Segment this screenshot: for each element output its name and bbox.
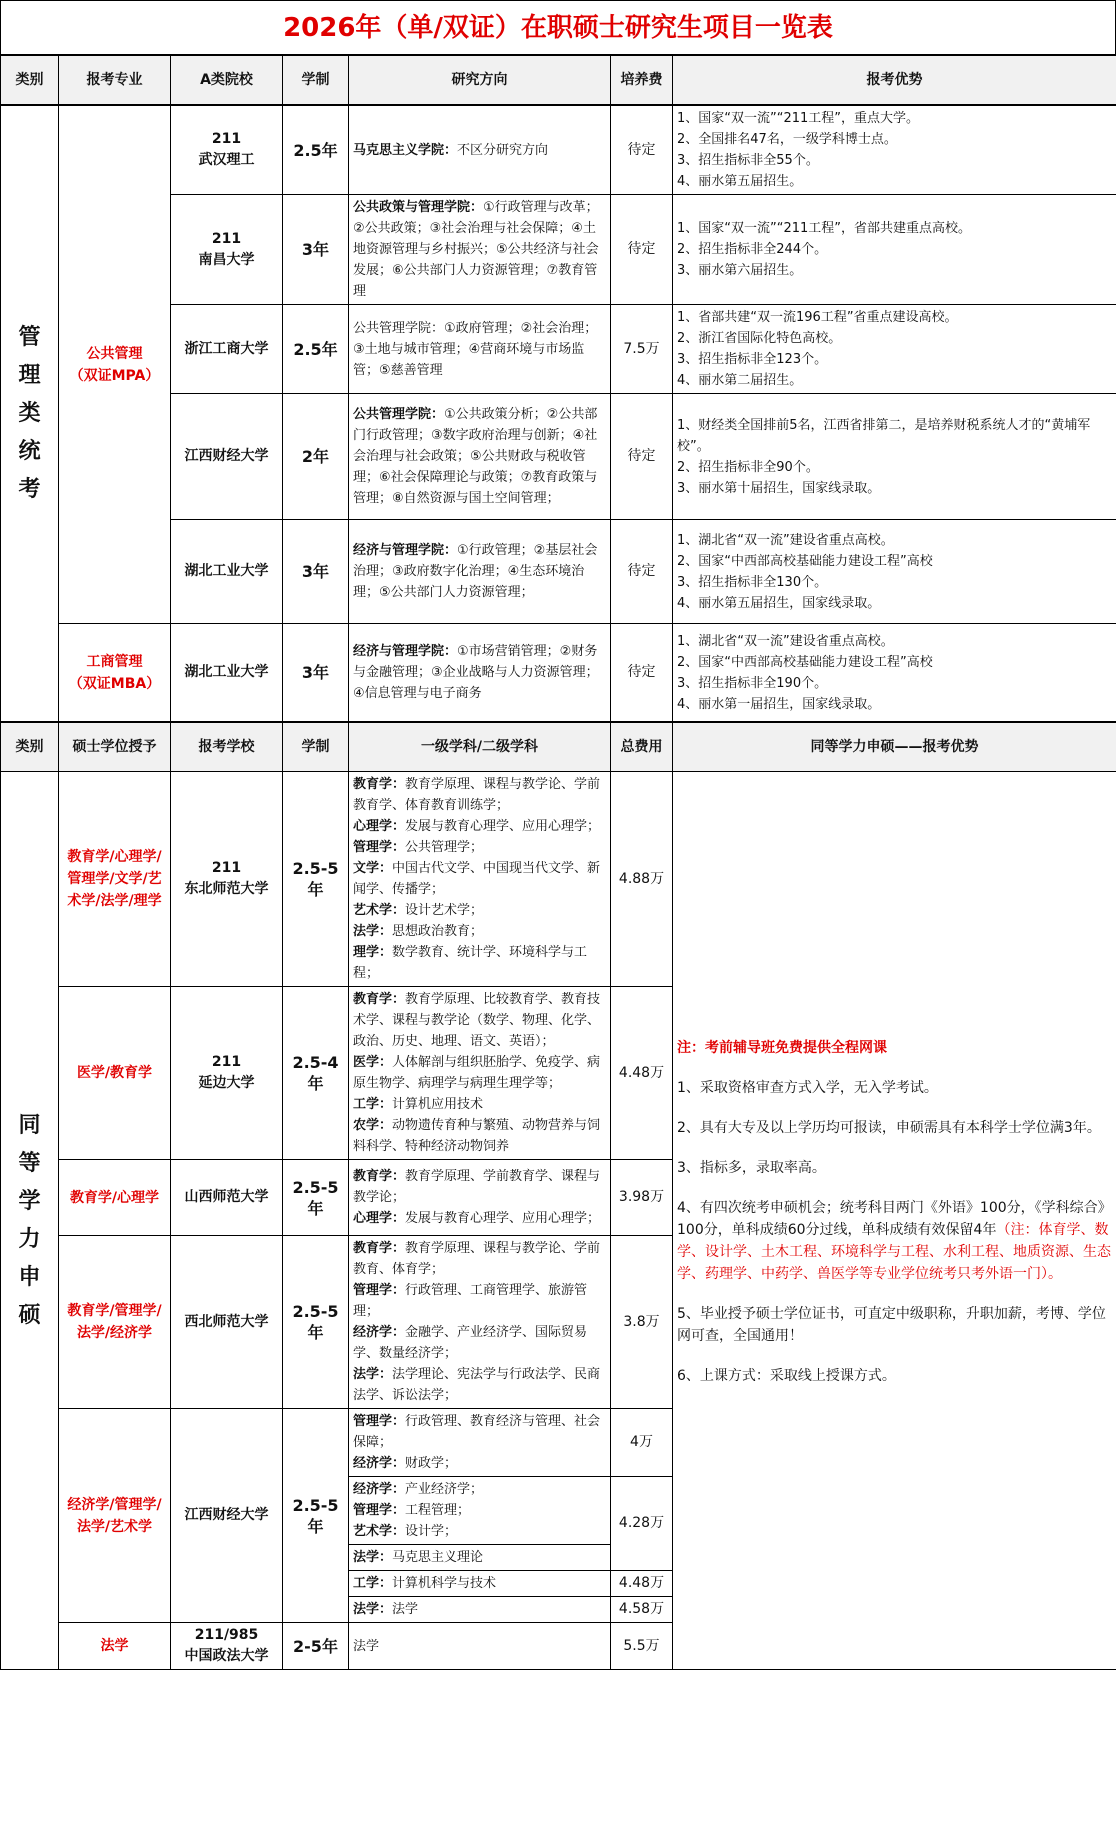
school-cell (171, 772, 283, 987)
advantage-line: 4、丽水第二届招生。 (677, 373, 803, 388)
subject-line (353, 1094, 606, 1115)
cell-line: 山西师范大学 (184, 1189, 269, 1205)
cell-line: 工商管理 (86, 653, 143, 670)
subject-line (353, 1238, 606, 1280)
direction-head: 经济与管理学院： (353, 644, 458, 659)
advantage-line: 2、国家“中西部高校基础能力建设工程”高校 (677, 654, 933, 670)
subject-key: 教育学： (353, 1169, 406, 1184)
years-cell: 2.5年 (283, 305, 349, 394)
subject-cell (349, 772, 611, 987)
subject-value: 思想政治教育； (392, 924, 484, 939)
fee-cell: 4.88万 (611, 772, 673, 987)
category-char: 硕 (18, 1302, 41, 1328)
direction-head: 马克思主义学院： (353, 142, 458, 158)
subject-line (353, 900, 606, 921)
program-row (1, 624, 1116, 722)
years-cell: 2.5-5年 (283, 772, 349, 987)
subject-cell (349, 1160, 611, 1236)
subject-key: 心理学： (353, 819, 406, 834)
subject-key: 法学： (353, 1367, 393, 1382)
fee-cell: 待定 (611, 195, 673, 305)
subject-value: 行政管理、教育经济与管理、社会保障； (353, 1414, 601, 1450)
subject-key: 管理学： (353, 1414, 406, 1429)
col-header: 同等学力申硕——报考优势 (673, 723, 1116, 772)
cell-line: 浙江工商大学 (184, 340, 269, 357)
subject-key: 管理学： (353, 840, 406, 855)
advantage-cell (673, 195, 1116, 305)
col-header: 硕士学位授予 (59, 723, 171, 772)
category-char: 类 (18, 400, 41, 426)
subject-line (353, 1479, 606, 1500)
advantage-line: 4、丽水第五届招生，国家线录取。 (677, 595, 881, 611)
school-cell (171, 1236, 283, 1409)
subject-value: 马克思主义理论 (392, 1550, 484, 1565)
col-header: 类别 (1, 723, 59, 772)
subject-value: 产业经济学； (405, 1482, 484, 1497)
subject-key: 管理学： (353, 1503, 406, 1518)
years-cell: 2.5-5年 (283, 1236, 349, 1409)
program-table (0, 55, 1116, 105)
advantage-line (677, 1197, 1112, 1285)
subject-cell (349, 1545, 611, 1571)
subject-value: 人体解剖与组织胚胎学、免疫学、病原生物学、病理学与病理生理学等； (353, 1055, 601, 1091)
cell-line: 211 (211, 1054, 242, 1070)
advantage-line: 1、湖北省“双一流”建设省重点高校。 (677, 532, 894, 548)
subject-cell (349, 1571, 611, 1597)
category-char: 学 (18, 1188, 41, 1214)
category-cell (1, 106, 59, 722)
category-char: 理 (18, 362, 41, 388)
subject-key: 理学： (353, 945, 393, 960)
direction-body: 不区分研究方向 (457, 142, 549, 158)
advantage-line: 2、浙江省国际化特色高校。 (677, 331, 842, 346)
advantage-cell (673, 624, 1116, 722)
col-header: 类别 (1, 56, 59, 105)
header-row-1 (1, 56, 1116, 105)
subject-value: 法学理论、宪法学与行政法学、民商法学、诉讼法学； (353, 1367, 601, 1403)
school-cell (171, 987, 283, 1160)
category-char: 同 (18, 1112, 41, 1138)
fee-cell: 待定 (611, 394, 673, 520)
years-cell: 2年 (283, 394, 349, 520)
category-char: 申 (18, 1264, 41, 1290)
subject-line (353, 1636, 606, 1657)
advantage-cell (673, 106, 1116, 195)
subject-line (353, 837, 606, 858)
advantage-note: 注：考前辅导班免费提供全程网课 (677, 1039, 887, 1056)
subject-key: 法学： (353, 1550, 393, 1565)
subject-key: 工学： (353, 1576, 393, 1591)
subject-cell (349, 1623, 611, 1670)
years-cell: 2.5-5年 (283, 1160, 349, 1236)
cell-line: 西北师范大学 (184, 1313, 269, 1330)
page-title: 2026年（单/双证）在职硕士研究生项目一览表 (0, 0, 1116, 55)
subject-value: 发展与教育心理学、应用心理学； (405, 1211, 601, 1226)
direction-head: 公共政策与管理学院： (353, 200, 484, 215)
cell-line: 211 (211, 230, 242, 247)
subject-value: 中国古代文学、中国现当代文学、新闻学、传播学； (353, 861, 601, 897)
fee-cell: 3.8万 (611, 1236, 673, 1409)
subject-cell (349, 1597, 611, 1623)
col-header: A类院校 (171, 56, 283, 105)
advantage-line: 3、丽水第六届招生。 (677, 263, 803, 278)
direction-cell (349, 394, 611, 520)
cell-line: 中国政法大学 (184, 1648, 269, 1664)
fee-cell: 4万 (611, 1409, 673, 1477)
years-cell: 2.5-4年 (283, 987, 349, 1160)
direction-body: ①行政管理与改革；②公共政策；③社会治理与社会保障；④土地资源管理与乡村振兴；⑤公共经济与社会发展；⑥公共部门人力资源管理；⑦教育管理 (353, 200, 599, 299)
subject-value: 设计学； (405, 1524, 458, 1539)
degree-cell: 医学/教育学 (59, 987, 171, 1160)
cell-line: 南昌大学 (198, 251, 255, 268)
advantage-cell (673, 520, 1116, 624)
col-header: 报考学校 (171, 723, 283, 772)
advantage-line: 3、指标多，录取率高。 (677, 1159, 826, 1176)
direction-cell (349, 305, 611, 394)
subject-line (353, 1547, 606, 1568)
years-cell: 3年 (283, 195, 349, 305)
cell-line: 江西财经大学 (184, 1507, 269, 1523)
advantage-line: 2、国家“中西部高校基础能力建设工程”高校 (677, 553, 933, 569)
school-cell (171, 520, 283, 624)
subject-value: 财政学； (405, 1456, 458, 1471)
cell-line: 江西财经大学 (184, 448, 269, 464)
subject-line (353, 1411, 606, 1453)
subject-line (353, 1280, 606, 1322)
cell-line: 湖北工业大学 (184, 563, 269, 579)
subject-key: 经济学： (353, 1325, 406, 1340)
advantage-cell (673, 772, 1116, 1670)
cell-line: 211 (211, 131, 242, 147)
subject-line (353, 1521, 606, 1542)
program-row (1, 772, 1116, 987)
subject-value: 动物遗传育种与繁殖、动物营养与饲料科学、特种经济动物饲养 (353, 1118, 601, 1154)
category-cell (1, 772, 59, 1670)
advantage-cell (673, 394, 1116, 520)
cell-line: 延边大学 (198, 1075, 255, 1091)
fee-cell: 4.58万 (611, 1597, 673, 1623)
subject-line (353, 774, 606, 816)
subject-cell (349, 1477, 611, 1545)
advantage-line: 4、丽水第一届招生，国家线录取。 (677, 696, 881, 712)
direction-cell (349, 195, 611, 305)
category-char: 等 (18, 1150, 41, 1176)
section1-table (0, 105, 1116, 722)
major-cell (59, 624, 171, 722)
subject-cell (349, 987, 611, 1160)
advantage-line: 1、湖北省“双一流”建设省重点高校。 (677, 633, 894, 649)
school-cell (171, 1623, 283, 1670)
fee-cell: 待定 (611, 520, 673, 624)
degree-cell: 法学 (59, 1623, 171, 1670)
subject-line (353, 1453, 606, 1474)
col-header: 一级学科/二级学科 (349, 723, 611, 772)
advantage-line: 3、招生指标非全55个。 (677, 153, 819, 168)
subject-line (353, 921, 606, 942)
advantage-line: 3、招生指标非全130个。 (677, 574, 828, 590)
subject-value: 公共管理学； (405, 840, 484, 855)
subject-key: 农学： (353, 1118, 393, 1133)
school-cell (171, 106, 283, 195)
category-char: 统 (18, 438, 41, 464)
direction-body: ①市场营销管理；②财务与金融管理；③企业战略与人力资源管理；④信息管理与电子商务 (353, 644, 599, 701)
subject-key: 工学： (353, 1097, 393, 1112)
years-cell: 3年 (283, 624, 349, 722)
subject-value: 计算机应用技术 (392, 1097, 484, 1112)
program-row (1, 106, 1116, 195)
col-header: 学制 (283, 56, 349, 105)
years-cell: 2-5年 (283, 1623, 349, 1670)
subject-value: 发展与教育心理学、应用心理学； (405, 819, 601, 834)
subject-value: 法学 (353, 1638, 380, 1654)
school-cell (171, 394, 283, 520)
subject-value: 设计艺术学； (405, 903, 484, 918)
direction-cell (349, 520, 611, 624)
cell-line: 211 (211, 860, 242, 876)
subject-key: 教育学： (353, 777, 406, 792)
advantage-line: 3、丽水第十届招生，国家线录取。 (677, 480, 881, 496)
subject-value: 教育学原理、课程与教学论、学前教育、体育学； (353, 1241, 601, 1277)
subject-line (353, 1115, 606, 1157)
subject-line (353, 858, 606, 900)
direction-cell (349, 624, 611, 722)
school-cell (171, 305, 283, 394)
advantage-cell (673, 305, 1116, 394)
direction-body: 公共管理学院：①政府管理；②社会治理；③土地与城市管理；④营商环境与市场监管；⑤慈善管理 (353, 320, 598, 378)
subject-value: 法学 (392, 1602, 419, 1617)
advantage-line: 2、具有大专及以上学历均可报读，申硕需具有本科学士学位满3年。 (677, 1119, 1101, 1136)
subject-key: 经济学： (353, 1482, 406, 1497)
advantage-line: 2、全国排名47名，一级学科博士点。 (677, 132, 897, 147)
fee-cell: 待定 (611, 624, 673, 722)
cell-line: 湖北工业大学 (184, 664, 269, 680)
subject-value: 数学教育、统计学、环境科学与工程； (353, 945, 588, 981)
cell-line: 211/985 (194, 1627, 259, 1643)
direction-head: 公共管理学院： (353, 407, 445, 422)
fee-cell: 4.48万 (611, 987, 673, 1160)
subject-value: 教育学原理、学前教育学、课程与教学论； (353, 1169, 601, 1205)
subject-line (353, 816, 606, 837)
subject-line (353, 1166, 606, 1208)
subject-line (353, 1599, 606, 1620)
col-header: 报考专业 (59, 56, 171, 105)
subject-key: 文学： (353, 861, 393, 876)
advantage-line: 6、上课方式：采取线上授课方式。 (677, 1367, 896, 1384)
subject-cell (349, 1236, 611, 1409)
subject-value: 教育学原理、课程与教学论、学前教育学、体育教育训练学； (353, 777, 601, 813)
subject-value: 计算机科学与技术 (392, 1576, 497, 1591)
subject-line (353, 1364, 606, 1406)
fee-cell: 4.28万 (611, 1477, 673, 1571)
advantage-line: 1、财经类全国排前5名，江西省排第二，是培养财税系统人才的“黄埔军校”。 (677, 417, 1091, 454)
subject-key: 教育学： (353, 992, 406, 1007)
category-char: 考 (18, 476, 41, 502)
col-header: 学制 (283, 723, 349, 772)
section2-table (0, 722, 1116, 1670)
subject-key: 艺术学： (353, 1524, 406, 1539)
subject-line (353, 1052, 606, 1094)
subject-line (353, 1573, 606, 1594)
advantage-line: 1、省部共建“双一流196工程”省重点建设高校。 (677, 310, 958, 325)
major-cell (59, 106, 171, 624)
advantage-note-red: （注：体育学、数学、设计学、土木工程、环境科学与工程、水利工程、地质资源、生态学、药理学、中药学、兽医学等专业学位统考只考外语一门）。 (677, 1221, 1111, 1282)
advantage-line: 1、国家“双一流”“211工程”，省部共建重点高校。 (677, 221, 972, 236)
subject-value: 教育学原理、比较教育学、教育技术学、课程与教学论（数学、物理、化学、政治、历史、地理、语文、英语）； (353, 992, 601, 1049)
direction-body: ①行政管理；②基层社会治理；③政府数字化治理；④生态环境治理；⑤公共部门人力资源管理； (353, 543, 598, 600)
direction-body: ①公共政策分析；②公共部门行政管理；③数字政府治理与创新；④社会治理与社会政策；⑤公共财政与税收管理；⑥社会保障理论与政策；⑦教育政策与管理；⑧自然资源与国土空间管理； (353, 407, 598, 506)
subject-key: 医学： (353, 1055, 393, 1070)
fee-cell: 4.48万 (611, 1571, 673, 1597)
subject-line (353, 989, 606, 1052)
cell-line: 东北师范大学 (184, 881, 269, 897)
cell-line: （双证MBA） (68, 675, 161, 692)
degree-cell: 教育学/心理学 (59, 1160, 171, 1236)
category-char: 管 (18, 324, 41, 350)
years-cell: 2.5-5年 (283, 1409, 349, 1623)
advantage-line: 3、招生指标非全123个。 (677, 352, 828, 367)
subject-value: 工程管理； (405, 1503, 471, 1518)
degree-cell: 教育学/心理学/管理学/文学/艺术学/法学/理学 (59, 772, 171, 987)
advantage-line: 3、招生指标非全190个。 (677, 675, 828, 691)
fee-cell: 7.5万 (611, 305, 673, 394)
direction-cell (349, 106, 611, 195)
cell-line: 武汉理工 (198, 152, 255, 168)
fee-cell: 5.5万 (611, 1623, 673, 1670)
subject-key: 教育学： (353, 1241, 406, 1256)
years-cell: 3年 (283, 520, 349, 624)
subject-key: 心理学： (353, 1211, 406, 1226)
fee-cell: 待定 (611, 106, 673, 195)
col-header: 总费用 (611, 723, 673, 772)
subject-key: 管理学： (353, 1283, 406, 1298)
subject-key: 法学： (353, 924, 393, 939)
advantage-text: 4、有四次统考申硕机会；统考科目两门《外语》100分，《学科综合》100分，单科成绩60分过线，单科成绩有效保留4年 (677, 1199, 1112, 1238)
fee-cell: 3.98万 (611, 1160, 673, 1236)
col-header: 培养费 (611, 56, 673, 105)
school-cell (171, 195, 283, 305)
school-cell (171, 1160, 283, 1236)
subject-key: 艺术学： (353, 903, 406, 918)
category-char: 力 (18, 1226, 41, 1252)
header-row-2 (1, 723, 1116, 772)
direction-head: 经济与管理学院： (353, 543, 458, 558)
subject-value: 金融学、产业经济学、国际贸易学、数量经济学； (353, 1325, 588, 1361)
advantage-line: 1、采取资格审查方式入学，无入学考试。 (677, 1079, 938, 1096)
advantage-line: 2、招生指标非全244个。 (677, 242, 828, 257)
subject-key: 经济学： (353, 1456, 406, 1471)
advantage-line: 4、丽水第五届招生。 (677, 174, 803, 189)
subject-value: 行政管理、工商管理学、旅游管理； (353, 1283, 588, 1319)
degree-cell: 教育学/管理学/法学/经济学 (59, 1236, 171, 1409)
subject-key: 法学： (353, 1602, 393, 1617)
subject-line (353, 1500, 606, 1521)
advantage-line: 2、招生指标非全90个。 (677, 459, 819, 475)
subject-cell (349, 1409, 611, 1477)
subject-line (353, 942, 606, 984)
school-cell (171, 624, 283, 722)
subject-line (353, 1208, 606, 1229)
advantage-line: 1、国家“双一流”“211工程”，重点大学。 (677, 111, 920, 126)
col-header: 报考优势 (673, 56, 1116, 105)
cell-line: 公共管理 (86, 345, 143, 362)
cell-line: （双证MPA） (69, 367, 160, 384)
years-cell: 2.5年 (283, 106, 349, 195)
subject-line (353, 1322, 606, 1364)
degree-cell: 经济学/管理学/法学/艺术学 (59, 1409, 171, 1623)
school-cell (171, 1409, 283, 1623)
col-header: 研究方向 (349, 56, 611, 105)
advantage-line: 5、毕业授予硕士学位证书，可直定中级职称，升职加薪，考博、学位网可查，全国通用！ (677, 1305, 1106, 1344)
